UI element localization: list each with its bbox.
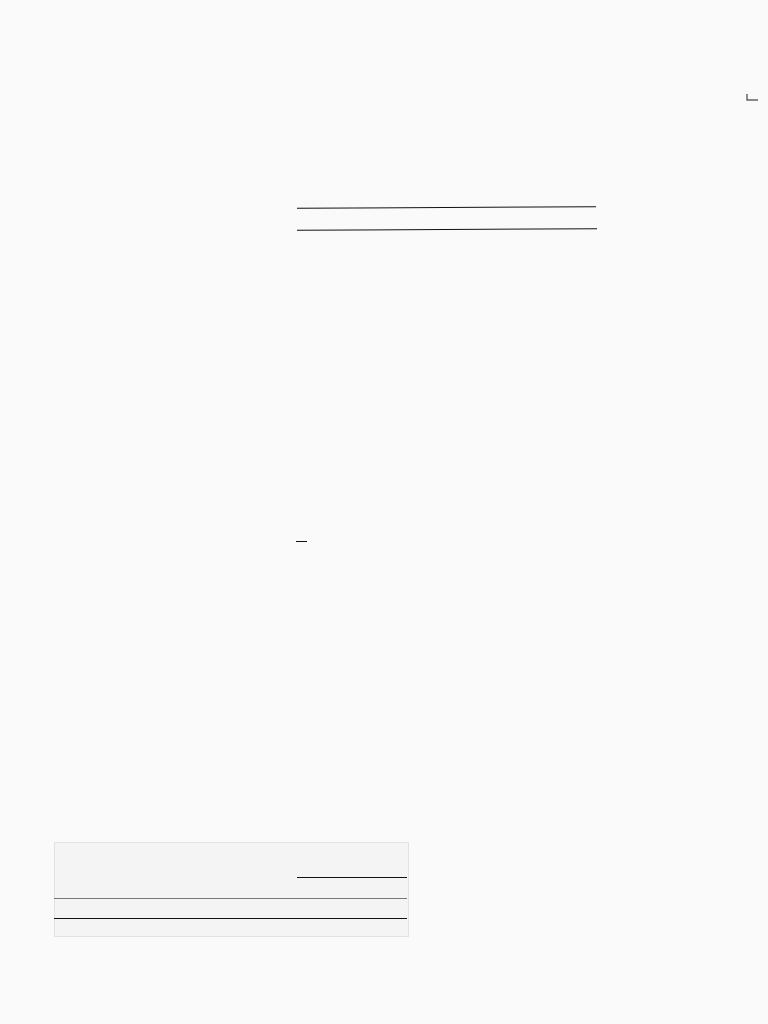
sale-divider — [54, 898, 407, 899]
suspended-line[interactable] — [54, 918, 407, 919]
gain-loss-line[interactable] — [297, 877, 407, 878]
sale-section — [54, 842, 409, 937]
